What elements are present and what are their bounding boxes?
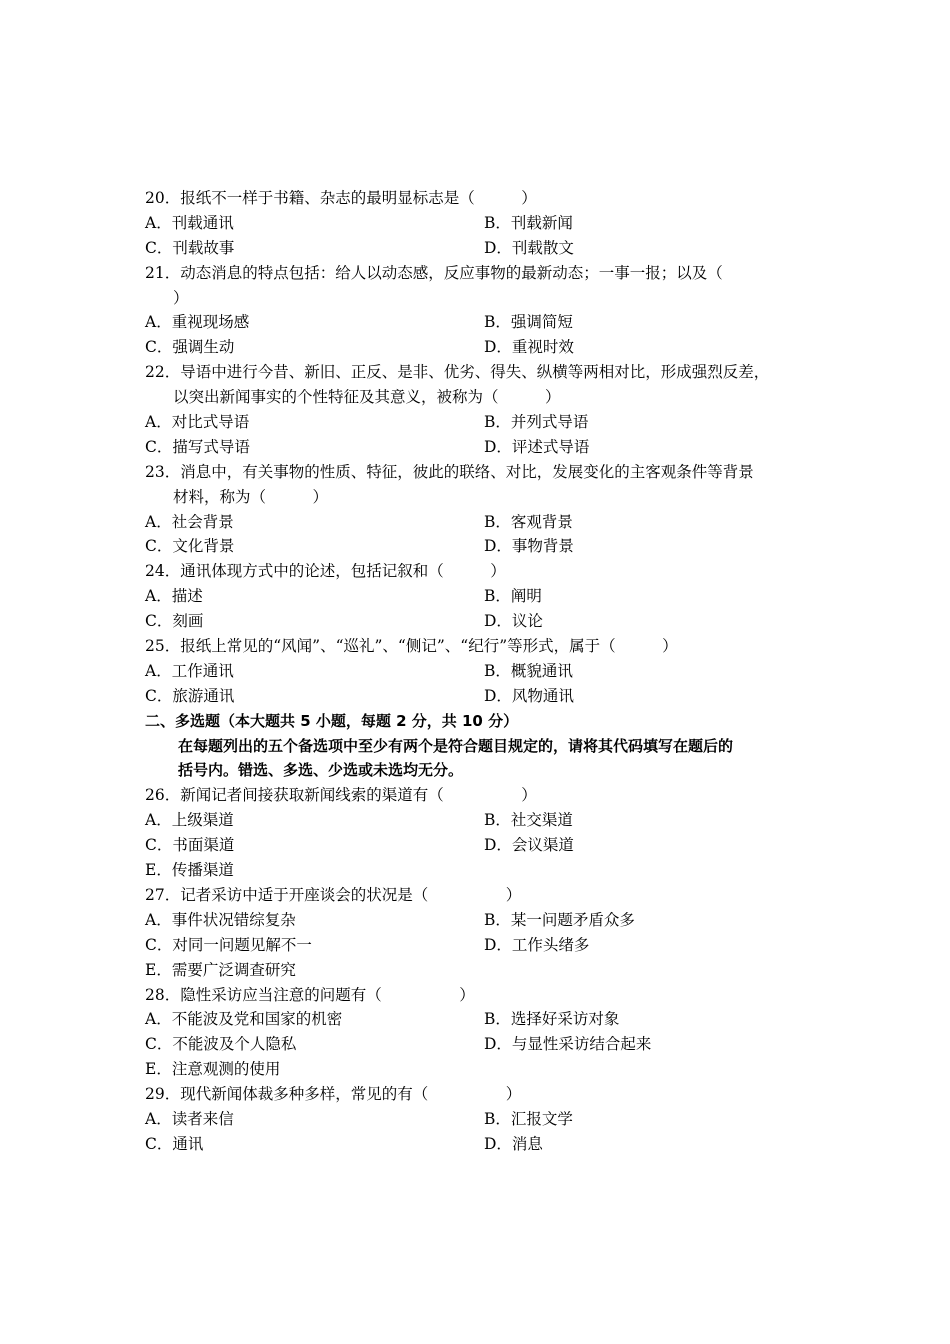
question-24-stem: 24．通讯体现方式中的论述，包括记叙和（ ） (145, 562, 506, 581)
question-21-option-c: C．强调生动 (145, 338, 235, 357)
question-25-stem: 25．报纸上常见的“风闻”、“巡礼”、“侧记”、“纪行”等形式，属于（ ） (145, 637, 678, 656)
section-2-instructions-continued: 括号内。错选、多选、少选或未选均无分。 (178, 761, 464, 780)
question-25-option-c: C．旅游通讯 (145, 686, 235, 705)
question-27-options-row-1 (145, 908, 825, 933)
question-29-option-c: C．通讯 (145, 1134, 204, 1153)
question-26-options-row-1 (145, 808, 825, 833)
question-28-option-b: B．选择好采访对象 (484, 1010, 620, 1029)
question-25-options-row-2 (145, 684, 825, 709)
question-23-option-d: D．事物背景 (484, 537, 574, 556)
question-21-option-b: B．强调简短 (484, 313, 573, 332)
question-21-option-d: D．重视时效 (484, 338, 574, 357)
question-20-option-d: D．刊载散文 (484, 238, 574, 257)
question-24-option-c: C．刻画 (145, 612, 204, 631)
question-20-options-row-2 (145, 236, 825, 261)
question-21-option-a: A．重视现场感 (145, 313, 250, 332)
question-28-option-c: C．不能波及个人隐私 (145, 1035, 297, 1054)
question-28-stem: 28．隐性采访应当注意的问题有（ ） (145, 985, 475, 1004)
question-29-stem: 29．现代新闻体裁多种多样，常见的有（ ） (145, 1085, 522, 1104)
question-22-option-d: D．评述式导语 (484, 437, 590, 456)
question-25-options-row-1 (145, 659, 825, 684)
question-23-stem-continued: 材料，称为（ ） (173, 487, 329, 506)
question-26-options-row-3 (145, 858, 825, 883)
question-28-option-d: D．与显性采访结合起来 (484, 1035, 652, 1054)
question-28-options-row-2 (145, 1032, 825, 1057)
question-20-options-row-1 (145, 211, 825, 236)
question-20-option-b: B．刊载新闻 (484, 213, 573, 232)
question-22-option-c: C．描写式导语 (145, 437, 250, 456)
question-29-option-b: B．汇报文学 (484, 1109, 573, 1128)
question-22-options-row-2 (145, 435, 825, 460)
question-27-option-c: C．对同一问题见解不一 (145, 935, 312, 954)
question-28-options-row-1 (145, 1007, 825, 1032)
question-22-stem-continued: 以突出新闻事实的个性特征及其意义，被称为（ ） (173, 388, 561, 407)
question-27-options-row-3 (145, 958, 825, 983)
question-24-options-row-2 (145, 609, 825, 634)
question-26-option-a: A．上级渠道 (145, 811, 234, 830)
question-23-option-b: B．客观背景 (484, 512, 573, 531)
question-27-stem: 27．记者采访中适于开座谈会的状况是（ ） (145, 885, 522, 904)
question-23-option-c: C．文化背景 (145, 537, 235, 556)
question-25-option-a: A．工作通讯 (145, 661, 234, 680)
question-27-option-e: E．需要广泛调查研究 (145, 960, 296, 979)
section-2-title: 二、多选题（本大题共 5 小题，每题 2 分，共 10 分） (145, 711, 519, 730)
question-23-option-a: A．社会背景 (145, 512, 234, 531)
question-22-option-a: A．对比式导语 (145, 413, 250, 432)
question-26-option-c: C．书面渠道 (145, 836, 235, 855)
exam-content (145, 186, 825, 1157)
question-23-stem: 23．消息中，有关事物的性质、特征，彼此的联络、对比，发展变化的主客观条件等背景 (145, 462, 754, 481)
question-21-options-row-1 (145, 310, 825, 335)
question-26-option-e: E．传播渠道 (145, 861, 234, 880)
question-26-stem: 26．新闻记者间接获取新闻线索的渠道有（ ） (145, 786, 537, 805)
question-29-options-row-1 (145, 1107, 825, 1132)
question-29-options-row-2 (145, 1132, 825, 1157)
question-22-option-b: B．并列式导语 (484, 413, 589, 432)
question-25-option-b: B．概貌通讯 (484, 661, 573, 680)
question-21-stem-continued: ） (173, 288, 189, 307)
question-27-option-a: A．事件状况错综复杂 (145, 910, 296, 929)
question-24-option-b: B．阐明 (484, 587, 542, 606)
question-22-options-row-1 (145, 410, 825, 435)
question-25-option-d: D．风物通讯 (484, 686, 574, 705)
question-20-option-c: C．刊载故事 (145, 238, 235, 257)
question-26-options-row-2 (145, 833, 825, 858)
question-22-stem: 22．导语中进行今昔、新旧、正反、是非、优劣、得失、纵横等两相对比，形成强烈反差， (145, 363, 770, 382)
question-28-option-e: E．注意观测的使用 (145, 1060, 281, 1079)
question-27-option-d: D．工作头绪多 (484, 935, 590, 954)
question-23-options-row-2 (145, 534, 825, 559)
question-28-option-a: A．不能波及党和国家的机密 (145, 1010, 343, 1029)
question-28-options-row-3 (145, 1057, 825, 1082)
question-27-options-row-2 (145, 933, 825, 958)
question-20-stem: 20．报纸不一样于书籍、杂志的最明显标志是（ ） (145, 189, 537, 207)
question-24-option-a: A．描述 (145, 587, 203, 606)
question-29-option-d: D．消息 (484, 1134, 543, 1153)
question-26-option-d: D．会议渠道 (484, 836, 574, 855)
question-24-option-d: D．议论 (484, 612, 543, 631)
question-27-option-b: B．某一问题矛盾众多 (484, 910, 635, 929)
question-29-option-a: A．读者来信 (145, 1109, 234, 1128)
question-21-stem: 21．动态消息的特点包括：给人以动态感，反应事物的最新动态；一事一报；以及（ (145, 263, 723, 282)
question-23-options-row-1 (145, 510, 825, 535)
section-2-instructions: 在每题列出的五个备选项中至少有两个是符合题目规定的，请将其代码填写在题后的 (178, 736, 734, 755)
question-26-option-b: B．社交渠道 (484, 811, 573, 830)
question-20-option-a: A．刊载通讯 (145, 213, 234, 232)
question-21-options-row-2 (145, 335, 825, 360)
question-24-options-row-1 (145, 584, 825, 609)
